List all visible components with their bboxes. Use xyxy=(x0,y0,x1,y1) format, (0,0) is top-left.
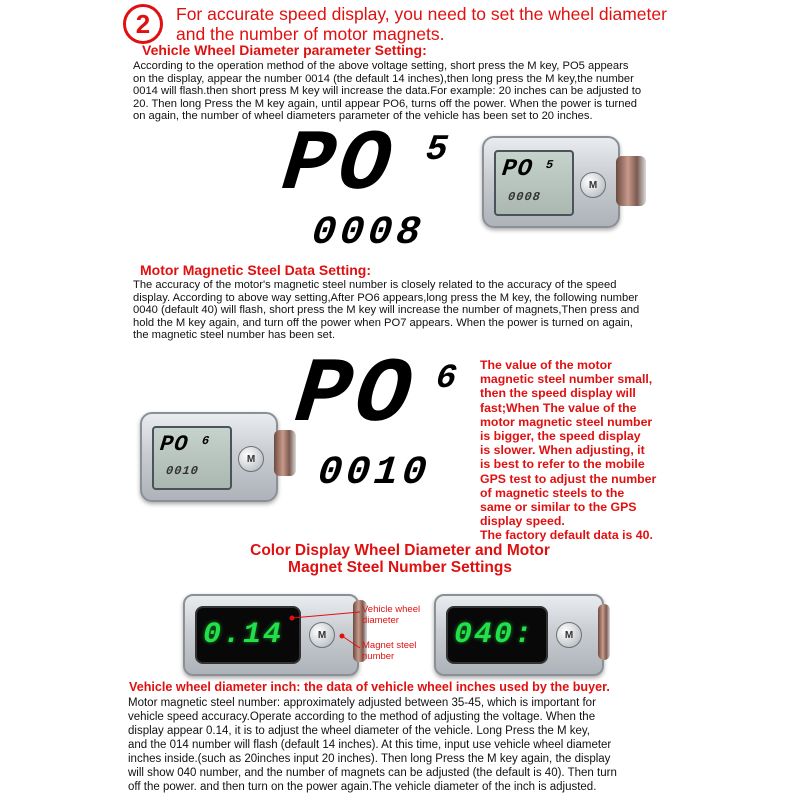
magnet-note-line: of magnetic steels to the xyxy=(480,485,625,500)
magnet-note-line: GPS test to adjust the number xyxy=(480,471,657,486)
magnet-big-code: PO xyxy=(290,343,420,448)
summary-line: off the power. and then turn on the power again.The vehicle diameter of the inch is adjusted. xyxy=(128,781,597,793)
summary-line: Motor magnetic steel number: approximately adjusted between 35-45, which is important for xyxy=(128,697,596,709)
magnet-note-line: same or similar to the GPS xyxy=(480,500,637,515)
label-magnet-line-2: number xyxy=(362,651,395,662)
magnet-note-line: fast;When The value of the xyxy=(480,400,637,415)
wheel-line: 20. Then long Press the M key again, until appear PO6, turns off the power. When the power is turned xyxy=(133,97,637,110)
wheel-callout-dot xyxy=(290,616,295,621)
m-button-label: M xyxy=(317,629,327,641)
magnet-callout-line xyxy=(342,636,360,648)
magnet-line: 0040 (default 40) will flash, short press the M key will increase the number of magnets,Then press and xyxy=(133,304,640,317)
m-button-label: M xyxy=(246,453,256,465)
summary-line: will show 040 number, and the number of magnets can be adjusted (the default is 40). Then turn xyxy=(128,767,617,779)
magnet-note-line: motor magnetic steel number xyxy=(480,414,653,429)
headline-line-2: and the number of motor magnets. xyxy=(176,24,445,44)
magnet-note-line: is slower. When adjusting, it xyxy=(480,443,645,458)
wheel-line: on again, the number of wheel diameters parameter of the vehicle has been set to 20 inches. xyxy=(133,110,593,123)
magnet-device-code: PO xyxy=(158,432,190,457)
summary-line: vehicle speed accuracy.Operate according to the method of adjusting the voltage. When the xyxy=(128,711,596,723)
magnet-device-value: 0010 xyxy=(165,464,200,478)
label-magnet-line-1: Magnet steel xyxy=(362,640,417,651)
magnet-note-line: The value of the motor xyxy=(480,358,612,372)
magnet-heading: Motor Magnetic Steel Data Setting: xyxy=(140,262,372,278)
magnet-callout-dot xyxy=(340,634,345,639)
wheel-diameter-readout: 0.14 xyxy=(203,618,284,652)
wheel-device-sup: 5 xyxy=(545,158,554,172)
wheel-big-sup: 5 xyxy=(423,129,450,170)
magnet-line: display. According to above way setting,After PO6 appears,long press the M key, the following number xyxy=(133,291,639,304)
magnet-number-readout: 040: xyxy=(454,618,535,652)
color-summary-paragraph xyxy=(128,696,798,794)
m-button-label: M xyxy=(564,629,574,641)
label-magnet-steel xyxy=(362,640,416,662)
color-title-line-2: Magnet Steel Number Settings xyxy=(288,559,512,576)
magnet-line: the magnetic steel number has been set. xyxy=(133,329,336,342)
color-summary-heading: Vehicle wheel diameter inch: the data of vehicle wheel inches used by the buyer. xyxy=(129,680,610,694)
wheel-callout-line xyxy=(292,612,360,618)
wheel-device-value: 0008 xyxy=(507,190,542,204)
magnet-line: The accuracy of the motor's magnetic steel number is closely related to the accuracy of the speed xyxy=(133,279,617,291)
wheel-line: on the display, appear the number 0014 (the default 14 inches),then long press the M key,the number xyxy=(133,72,634,85)
magnet-device-sup: 6 xyxy=(201,434,210,448)
magnet-note-line: then the speed display will xyxy=(480,386,636,401)
label-wheel-line-1: Vehicle wheel xyxy=(362,604,421,615)
label-wheel-diameter xyxy=(362,604,420,626)
magnet-line: hold the M key again, and turn off the power when PO7 appears. When the power is turned on again, xyxy=(133,316,633,329)
label-wheel-line-2: diameter xyxy=(362,615,399,626)
wheel-heading: Vehicle Wheel Diameter parameter Setting: xyxy=(142,42,427,58)
summary-line: inches inside.(such as 20inches input 20 inches). Then long Press the M key again, the display xyxy=(128,753,611,765)
wheel-big-value: 0008 xyxy=(309,211,427,256)
headline-line-1: For accurate speed display, you need to set the wheel diameter xyxy=(176,4,667,24)
magnet-note-line: display speed. xyxy=(480,514,565,529)
magnet-big-sup: 6 xyxy=(434,360,459,398)
wheel-line: 0014 will flash.then short press M key will increase the data.For example: 20 inches can be adjusted to xyxy=(133,85,642,98)
summary-line: display appear 0.14, it is to adjust the wheel diameter of the vehicle. Long Press the M key, xyxy=(128,725,590,737)
wheel-device-code: PO xyxy=(500,156,535,183)
magnet-note-line: is bigger, the speed display xyxy=(480,429,641,444)
magnet-big-value: 0010 xyxy=(315,451,433,496)
magnet-note-line: The factory default data is 40. xyxy=(480,528,653,543)
wheel-line: According to the operation method of the above voltage setting, short press the M key, PO5 appears xyxy=(133,60,629,72)
wheel-big-code: PO xyxy=(277,116,400,214)
magnet-note-line: is best to refer to the mobile xyxy=(480,457,645,472)
magnet-note-line: magnetic steel number small, xyxy=(480,372,653,387)
summary-line: and the 014 number will flash (default 14 inches). At this time, input use vehicle wheel diameter xyxy=(128,739,612,751)
color-title-line-1: Color Display Wheel Diameter and Motor xyxy=(250,542,550,559)
m-button-label: M xyxy=(588,179,598,191)
step-number: 2 xyxy=(135,8,151,39)
